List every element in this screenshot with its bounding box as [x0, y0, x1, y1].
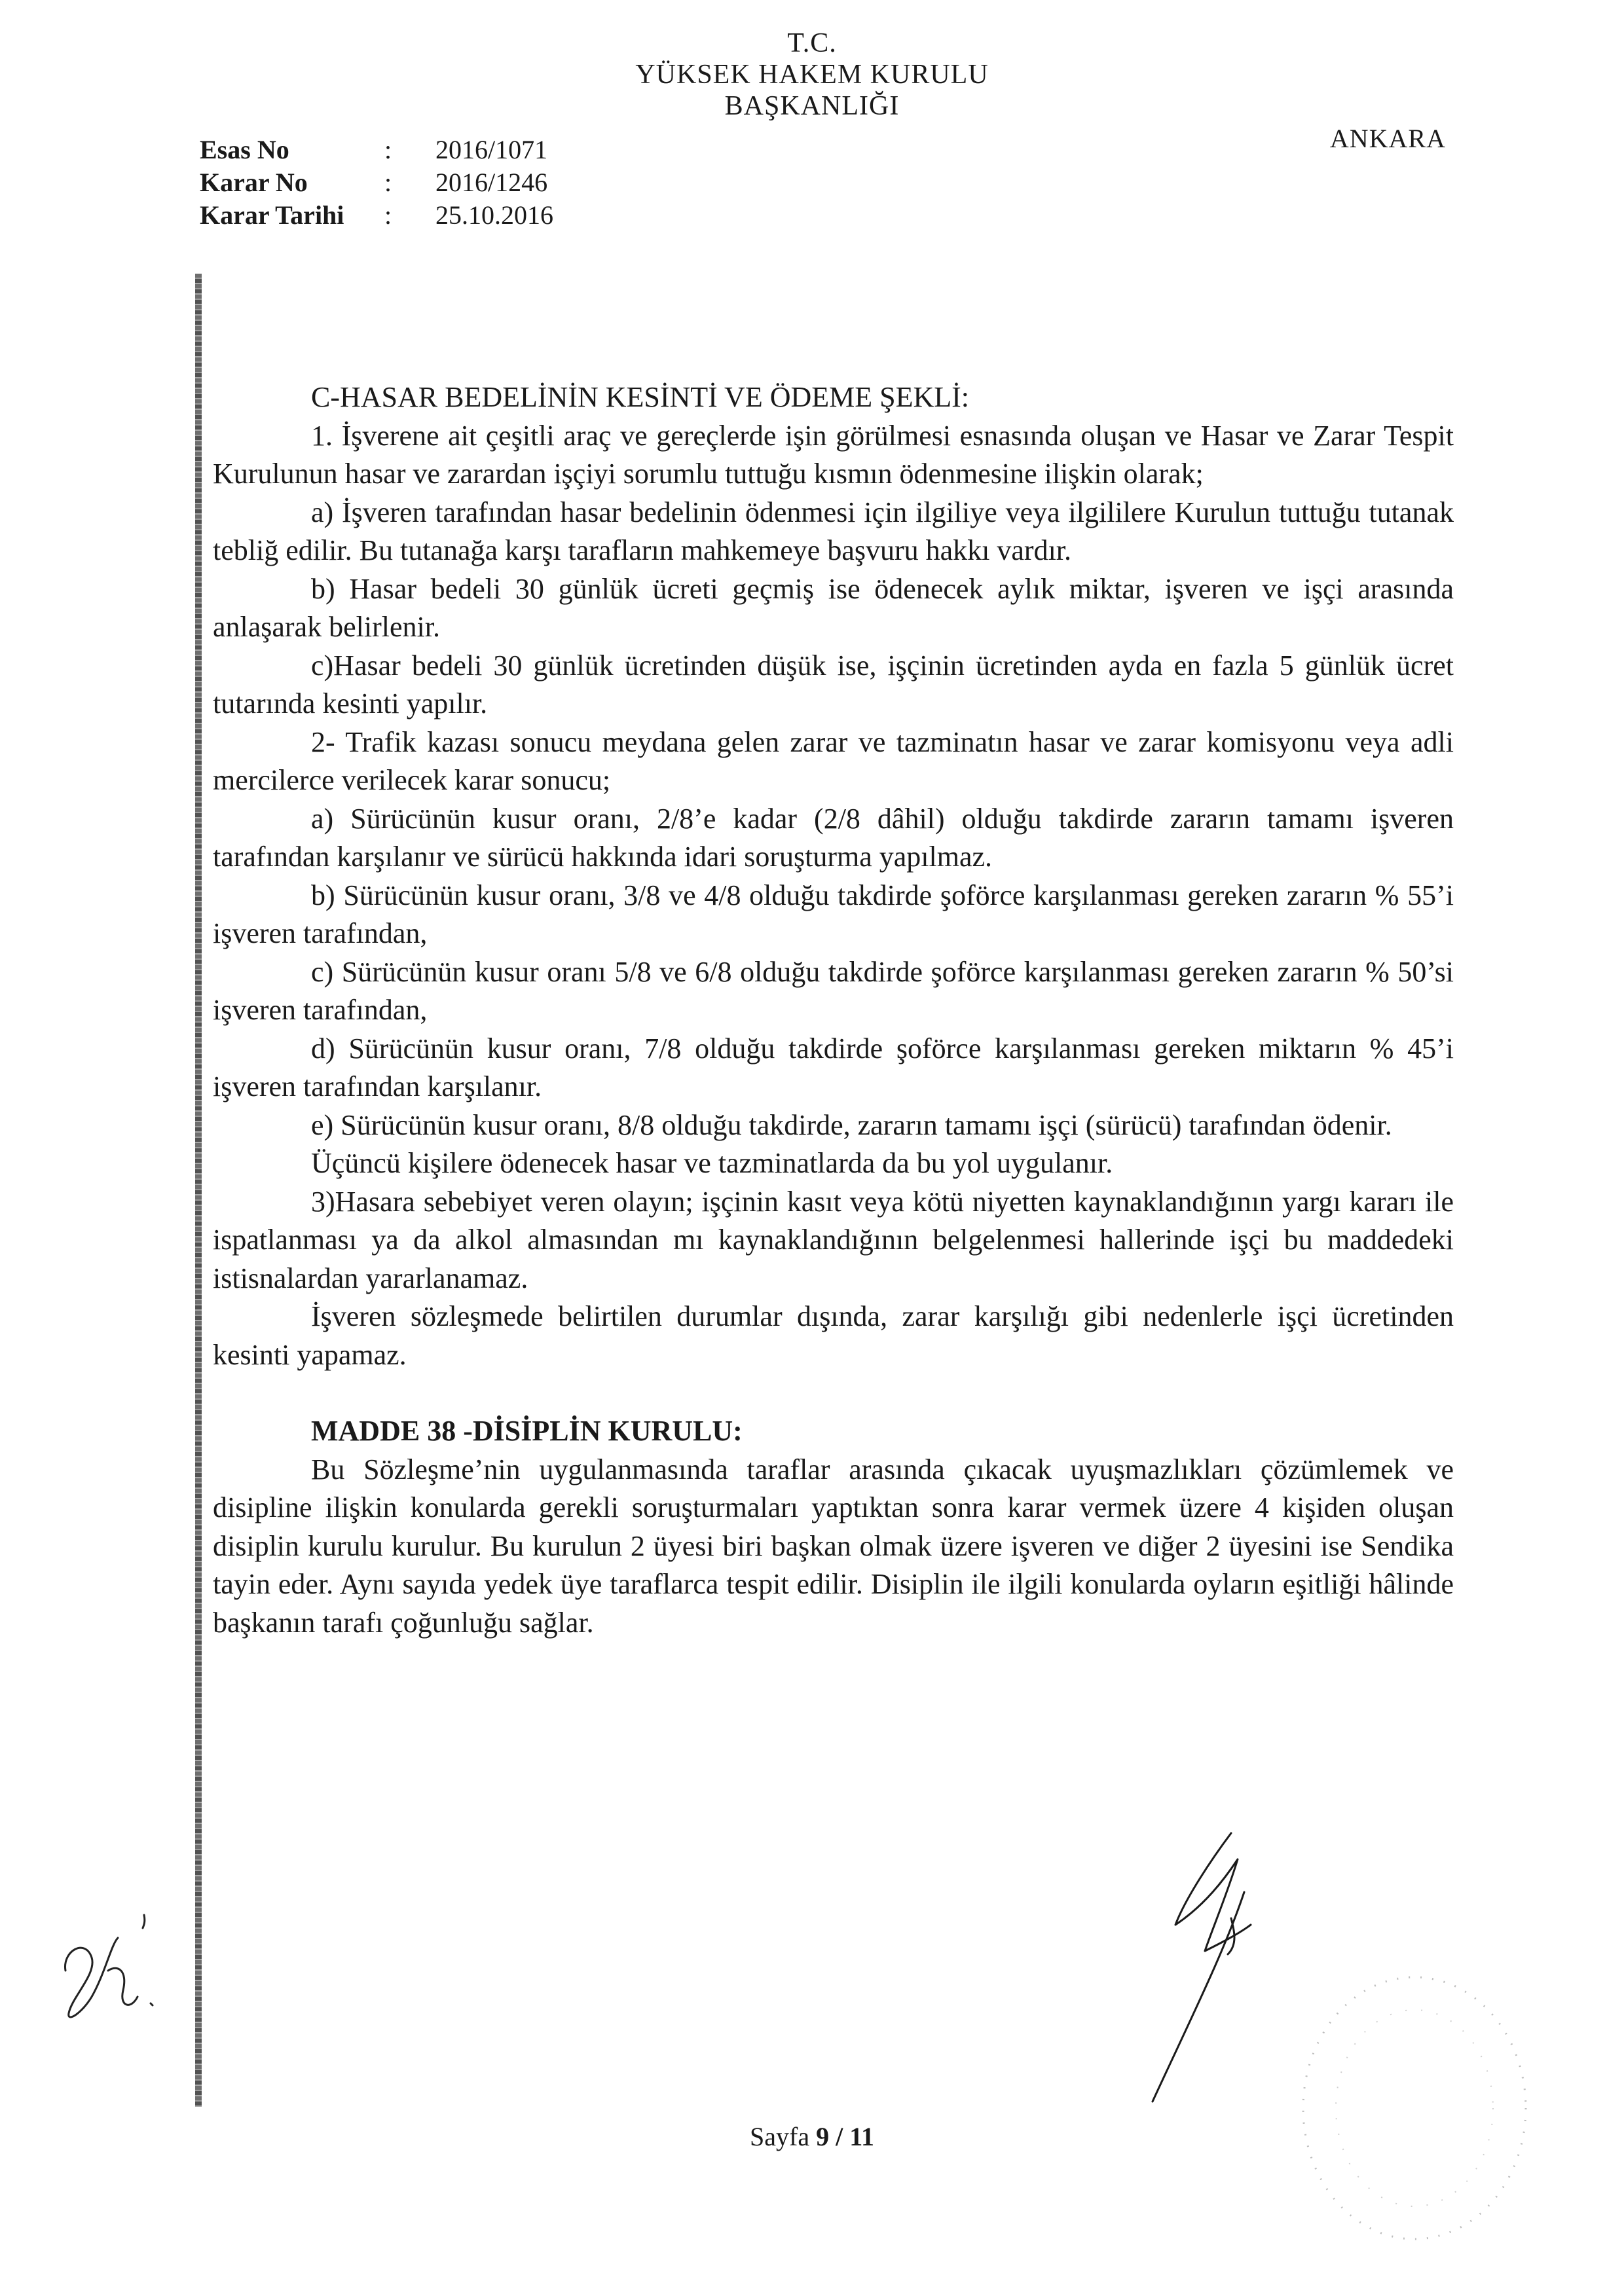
paragraph-2b: b) Sürücünün kusur oranı, 3/8 ve 4/8 olduğu takdirde şoförce karşılanması gereken zararın % 55’i işveren tarafından, — [213, 879, 1454, 949]
document-body — [213, 378, 1454, 1642]
esas-colon: : — [384, 135, 392, 164]
faint-stamp — [1270, 1951, 1559, 2265]
article-38-heading: MADDE 38 -DİSİPLİN KURULU: — [311, 1415, 743, 1447]
header-institution: YÜKSEK HAKEM KURULU — [635, 60, 989, 90]
tarih-label: Karar Tarihi — [200, 200, 344, 230]
city-label: ANKARA — [1329, 124, 1446, 153]
tarih-value: 25.10.2016 — [435, 200, 553, 230]
esas-label: Esas No — [200, 135, 289, 164]
paragraph-1a: a) İşveren tarafından hasar bedelinin ödenmesi için ilgiliye veya ilgililere Kurulun tuttuğu tutanak tebliğ edilir. Bu tutanağa karşı tarafların mahkemeye başvuru hakkı vardır. — [213, 496, 1454, 566]
signature — [1113, 1820, 1323, 2121]
paragraph-2e: e) Sürücünün kusur oranı, 8/8 olduğu takdirde, zararın tamamı işçi (sürücü) tarafından ödenir. — [311, 1108, 1392, 1141]
paragraph-2: 2- Trafik kazası sonucu meydana gelen zarar ve tazminatın hasar ve zarar komisyonu veya adli mercilerce verilecek karar sonucu; — [213, 725, 1454, 796]
paragraph-1c: c)Hasar bedeli 30 günlük ücretinden düşük ise, işçinin ücretinden ayda en fazla 5 günlük ücret tutarında kesinti yapılır. — [213, 649, 1454, 720]
article-38-text: Bu Sözleşme’nin uygulanmasında taraflar arasında çıkacak uyuşmazlıkları çözümlemek ve disipline ilişkin konularda gerekli soruşturmaları yaptıktan sonra karar vermek üzere 4 kişiden oluşan disiplin kurulu kurulur. Bu kurulun 2 üyesi biri başkan olmak üzere işveren ve diğer 2 üyesini ise Sendika tayin eder. Aynı sayıda yedek üye taraflarca tespit edilir. Disiplin ile ilgili konularda oyların eşitliği hâlinde başkanın tarafı çoğunluğu sağlar. — [213, 1453, 1454, 1639]
tarih-colon: : — [384, 200, 392, 230]
karar-value: 2016/1246 — [435, 168, 548, 197]
page-footer — [0, 2121, 1624, 2153]
esas-value: 2016/1071 — [435, 135, 548, 164]
page-current: 9 — [816, 2122, 830, 2151]
karar-colon: : — [384, 168, 392, 197]
karar-label: Karar No — [200, 168, 308, 197]
paragraph-4: İşveren sözleşmede belirtilen durumlar dışında, zarar karşılığı gibi nedenlerle işçi ücretinden kesinti yapamaz. — [213, 1300, 1454, 1371]
section-heading-c: C-HASAR BEDELİNİN KESİNTİ VE ÖDEME ŞEKLİ: — [311, 381, 969, 413]
initials-signature — [46, 1899, 190, 2030]
margin-binding-bar — [195, 274, 202, 2107]
paragraph-1b: b) Hasar bedeli 30 günlük ücreti geçmiş ise ödenecek aylık miktar, işveren ve işçi arasında anlaşarak belirlenir. — [213, 572, 1454, 643]
header-tc: T.C. — [787, 28, 837, 58]
paragraph-2c: c) Sürücünün kusur oranı 5/8 ve 6/8 olduğu takdirde şoförce karşılanması gereken zararın % 50’si işveren tarafından, — [213, 955, 1454, 1026]
paragraph-2a: a) Sürücünün kusur oranı, 2/8’e kadar (2/8 dâhil) olduğu takdirde zararın tamamı işveren tarafından karşılanır ve sürücü hakkında idari soruşturma yapılmaz. — [213, 802, 1454, 873]
paragraph-2d: d) Sürücünün kusur oranı, 7/8 olduğu takdirde şoförce karşılanması gereken miktarın % 45’i işveren tarafından karşılanır. — [213, 1032, 1454, 1102]
paragraph-2f: Üçüncü kişilere ödenecek hasar ve tazminatlarda da bu yol uygulanır. — [311, 1147, 1113, 1179]
page-total: 11 — [849, 2122, 874, 2151]
page-label: Sayfa — [750, 2122, 810, 2151]
header-presidency: BAŞKANLIĞI — [724, 91, 900, 121]
paragraph-3: 3)Hasara sebebiyet veren olayın; işçinin kasıt veya kötü niyetten kaynaklandığının yargı kararı ile ispatlanması ya da alkol almasından mı kaynaklandığının belgelenmesi hallerinde işçi bu maddedeki istisnalardan yararlanamaz. — [213, 1185, 1454, 1294]
page-separator: / — [836, 2122, 843, 2151]
paragraph-1: 1. İşverene ait çeşitli araç ve gereçlerde işin görülmesi esnasında oluşan ve Hasar ve Zarar Tespit Kurulunun hasar ve zarardan işçiyi sorumlu tuttuğu kısmın ödenmesine ilişkin olarak; — [213, 419, 1454, 490]
